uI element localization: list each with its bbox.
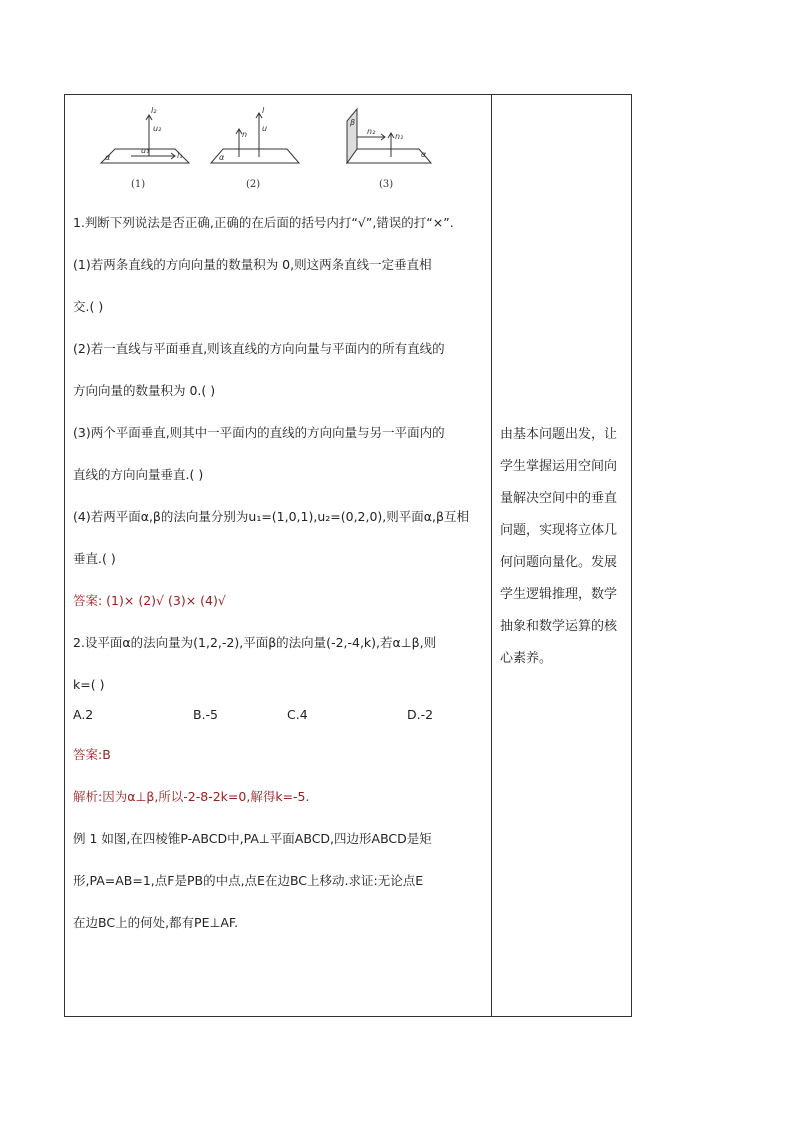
q2-option-b: B.-5 [193, 707, 219, 722]
svg-text:α: α [105, 153, 111, 162]
q2-option-a: A.2 [73, 707, 94, 722]
q2-option-d: D.-2 [407, 707, 434, 722]
q1-item-1-line-a: (1)若两条直线的方向向量的数量积为 0,则这两条直线一定垂直相 [73, 257, 432, 272]
svg-text:u₂: u₂ [153, 124, 162, 133]
svg-text:α: α [421, 150, 427, 159]
figure-3 [347, 109, 431, 163]
q2-option-c: C.4 [287, 707, 308, 722]
geometry-figures [91, 101, 471, 197]
figure-caption-3: (3) [379, 179, 394, 190]
content-cell [65, 95, 491, 1016]
lesson-table [64, 94, 632, 1017]
figures-row [91, 101, 471, 197]
svg-text:n₁: n₁ [395, 132, 404, 141]
q1-item-4-line-b: 垂直.( ) [73, 551, 116, 566]
q1-item-1-line-b: 交.( ) [73, 299, 104, 314]
q1-item-3-line-b: 直线的方向向量垂直.( ) [73, 467, 204, 482]
svg-text:l₁: l₁ [177, 151, 183, 160]
q1-answer: 答案: (1)× (2)√ (3)× (4)√ [73, 593, 226, 608]
q2-line-a: 2.设平面α的法向量为(1,2,-2),平面β的法向量(-2,-4,k),若α⊥β,则 [73, 635, 437, 650]
figure-caption-2: (2) [246, 179, 261, 190]
q1-item-2-line-b: 方向向量的数量积为 0.( ) [73, 383, 216, 398]
figure-2 [211, 106, 299, 163]
example-1-line-a: 例 1 如图,在四棱锥P-ABCD中,PA⊥平面ABCD,四边形ABCD是矩 [73, 831, 432, 846]
design-intent-cell [492, 95, 631, 1016]
q2-line-b: k=( ) [73, 677, 105, 692]
svg-text:l₂: l₂ [151, 106, 157, 115]
svg-text:n: n [242, 130, 248, 139]
svg-text:u₁: u₁ [141, 146, 150, 155]
q2-answer: 答案:B [73, 747, 111, 762]
example-1-line-b: 形,PA=AB=1,点F是PB的中点,点E在边BC上移动.求证:无论点E [73, 873, 424, 888]
design-intent-text: 由基本问题出发，让学生掌握运用空间向量解决空间中的垂直问题，实现将立体几何问题向量化。发展学生逻辑推理，数学抽象和数学运算的核心素养。 [500, 427, 618, 666]
example-1-line-c: 在边BC上的何处,都有PE⊥AF. [73, 915, 239, 930]
q1-item-4-line-a: (4)若两平面α,β的法向量分别为u₁=(1,0,1),u₂=(0,2,0),则平面α,β互相 [73, 509, 469, 524]
figure-caption-1: (1) [131, 179, 146, 190]
svg-text:l: l [262, 106, 265, 115]
svg-text:u: u [262, 124, 268, 133]
q1-item-2-line-a: (2)若一直线与平面垂直,则该直线的方向向量与平面内的所有直线的 [73, 341, 445, 356]
svg-text:α: α [219, 153, 225, 162]
q1-item-3-line-a: (3)两个平面垂直,则其中一平面内的直线的方向向量与另一平面内的 [73, 425, 445, 440]
q1-intro: 1.判断下列说法是否正确,正确的在后面的括号内打“√”,错误的打“×”. [73, 215, 454, 230]
q2-options [73, 707, 473, 723]
svg-text:β: β [350, 118, 356, 127]
figure-1 [101, 106, 189, 163]
q2-analysis: 解析:因为α⊥β,所以-2-8-2k=0,解得k=-5. [73, 789, 310, 804]
svg-text:n₂: n₂ [367, 127, 376, 136]
